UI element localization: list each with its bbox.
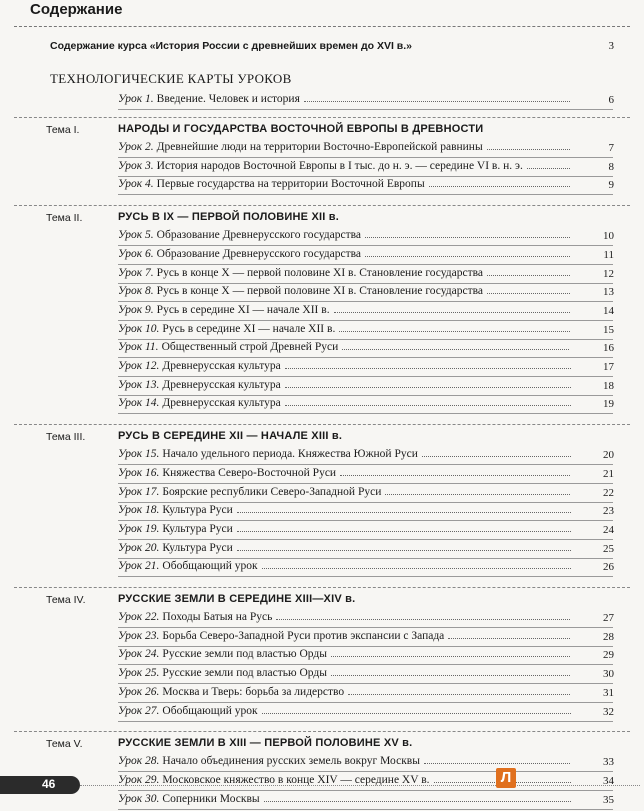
lesson-title: Культура Руси (162, 541, 233, 554)
dot-leader (331, 648, 570, 657)
topic-label: Тема II. (46, 212, 83, 225)
lesson-page: 6 (608, 94, 614, 106)
dot-leader (429, 178, 570, 187)
dot-leader (276, 611, 570, 620)
lesson-label: Урок 23. (118, 629, 160, 642)
row-rule (118, 539, 613, 540)
lesson-page: 28 (603, 630, 614, 643)
lesson-label: Урок 28. (118, 755, 160, 768)
dot-leader (424, 755, 570, 764)
dot-leader (365, 248, 570, 257)
row-rule (118, 109, 613, 110)
lesson-label: Урок 10. (118, 322, 160, 335)
lesson-page: 9 (608, 179, 614, 192)
lesson-label: Урок 15. (118, 448, 160, 461)
lesson-page: 33 (603, 756, 614, 769)
dot-leader (448, 630, 570, 639)
lesson-label: Урок 25. (118, 667, 160, 680)
lesson-title: Боярские республики Северо-Западной Руси (162, 485, 382, 498)
course-contents-text: Содержание курса «История России с древнейших времен до XVI в.» (50, 40, 412, 52)
lesson-label: Урок 18. (118, 504, 160, 517)
lesson-title: Первые государства на территории Восточной Европы (156, 178, 425, 191)
row-rule (118, 395, 613, 396)
lesson-page: 12 (603, 267, 614, 280)
row-rule (118, 721, 613, 722)
lesson-page: 22 (603, 486, 614, 499)
lesson-title: Русские земли под властью Орды (162, 648, 327, 661)
lesson-label: Урок 29. (118, 773, 160, 786)
dot-leader (237, 523, 571, 532)
lesson-title: Походы Батыя на Русь (162, 611, 273, 623)
dot-leader (487, 285, 570, 294)
row-rule (118, 283, 613, 284)
topic-divider (14, 424, 630, 425)
lesson-label: Урок 7. (118, 266, 154, 279)
topic-divider (14, 117, 630, 118)
lesson-label: Урок 8. (118, 285, 154, 298)
lesson-title: Обобщающий урок (162, 704, 258, 717)
row-rule (118, 627, 613, 628)
dot-leader (264, 793, 571, 802)
lesson-label: Урок 11. (118, 341, 159, 354)
dot-leader (348, 686, 570, 695)
lesson-label: Урок 12. (118, 360, 160, 372)
dot-leader (285, 379, 571, 388)
topic-divider (14, 205, 630, 206)
dot-leader (365, 229, 570, 238)
lesson-page: 21 (603, 467, 614, 480)
lesson-label: Урок 14. (118, 397, 160, 410)
lesson-page: 25 (603, 542, 614, 555)
lesson-title: Древнерусская культура (162, 360, 281, 372)
topic-divider (14, 587, 630, 588)
lesson-title: Древнерусская культура (162, 378, 281, 391)
lesson-page: 26 (603, 561, 614, 574)
topic-label: Тема IV. (46, 594, 86, 606)
lesson-label: Урок 4. (118, 178, 154, 191)
course-contents-page: 3 (608, 40, 614, 52)
lesson-page: 31 (603, 686, 614, 699)
lesson-page: 24 (603, 523, 614, 536)
dot-leader (262, 560, 571, 569)
lesson-title: Русь в середине XI — начале XII в. (156, 303, 330, 316)
lesson-page: 20 (603, 449, 614, 462)
topic-label: Тема I. (46, 124, 80, 136)
lesson-title: Московское княжество в конце XIV — середине XV в. (162, 773, 430, 786)
row-rule (118, 771, 613, 772)
row-rule (118, 376, 613, 377)
lesson-title: Русь в середине XI — начале XII в. (162, 322, 336, 335)
lesson-title: Русские земли под властью Орды (162, 667, 327, 680)
topic-title: НАРОДЫ И ГОСУДАРСТВА ВОСТОЧНОЙ ЕВРОПЫ В ДРЕВНОСТИ (118, 123, 484, 135)
lesson-label: Урок 13. (118, 378, 160, 391)
lesson-title: Соперники Москвы (162, 792, 260, 805)
row-rule (118, 558, 613, 559)
row-rule (118, 320, 613, 321)
lesson-title: Введение. Человек и история (156, 93, 300, 105)
dot-leader (331, 667, 570, 676)
lesson-page: 17 (603, 361, 614, 373)
lesson-title: Образование Древнерусского государства (156, 229, 361, 242)
lesson-page: 11 (603, 248, 614, 261)
row-rule (118, 664, 613, 665)
page-number-badge (0, 776, 80, 794)
techcards-heading: ТЕХНОЛОГИЧЕСКИЕ КАРТЫ УРОКОВ (50, 71, 292, 86)
row-rule (118, 809, 613, 810)
dot-leader (487, 141, 570, 150)
course-contents-line[interactable] (50, 40, 610, 52)
dot-leader (304, 93, 570, 102)
dot-leader (385, 486, 570, 495)
labirint-logo-icon: Л (496, 768, 516, 788)
topic-title: РУСЬ В IX — ПЕРВОЙ ПОЛОВИНЕ XII в. (118, 211, 339, 224)
row-rule (118, 157, 613, 158)
lesson-label: Урок 2. (118, 141, 154, 153)
row-rule (118, 245, 613, 246)
lesson-label: Урок 16. (118, 466, 160, 479)
lesson-title: Москва и Тверь: борьба за лидерство (162, 685, 345, 698)
row-rule (118, 502, 613, 503)
lesson-label: Урок 30. (118, 792, 160, 805)
lesson-title: Культура Руси (162, 522, 233, 535)
lesson-page: 15 (603, 323, 614, 336)
lesson-page: 10 (603, 230, 614, 243)
lesson-title: Княжества Северо-Восточной Руси (162, 466, 337, 479)
lesson-page: 14 (603, 304, 614, 317)
lesson-label: Урок 5. (118, 229, 154, 242)
lesson-page: 18 (603, 379, 614, 392)
row-rule (118, 413, 613, 414)
dot-leader (527, 160, 570, 169)
row-rule (118, 483, 613, 484)
lesson-title: Образование Древнерусского государства (156, 247, 361, 260)
lesson-page: 27 (603, 612, 614, 624)
row-rule (118, 646, 613, 647)
dot-leader (237, 504, 571, 513)
dot-leader (339, 323, 570, 332)
lesson-title: Борьба Северо-Западной Руси против экспансии с Запада (162, 629, 445, 642)
row-rule (118, 702, 613, 703)
lesson-title: Русь в конце X — первой половине XI в. Становление государства (156, 266, 483, 279)
page-header (14, 0, 630, 27)
row-rule (118, 790, 613, 791)
lesson-title: Обобщающий урок (162, 560, 258, 573)
lesson-label: Урок 22. (118, 611, 160, 623)
dot-leader (334, 304, 570, 313)
lesson-page: 13 (603, 286, 614, 299)
lesson-title: Общественный строй Древней Руси (161, 341, 339, 354)
lesson-page: 29 (603, 649, 614, 662)
row-rule (118, 464, 613, 465)
row-rule (118, 301, 613, 302)
row-rule (118, 683, 613, 684)
lesson-label: Урок 24. (118, 648, 160, 661)
footer-divider (80, 785, 640, 786)
topic-title: РУССКИЕ ЗЕМЛИ В XIII — ПЕРВОЙ ПОЛОВИНЕ XV в. (118, 737, 413, 750)
row-rule (118, 176, 613, 177)
lesson-title: Древнейшие люди на территории Восточно-Европейской равнины (156, 141, 483, 153)
lesson-page: 30 (603, 668, 614, 681)
dot-leader (340, 467, 570, 476)
page-number: 46 (42, 777, 56, 791)
row-rule (118, 520, 613, 521)
dot-leader (285, 397, 571, 406)
row-rule (118, 264, 613, 265)
lesson-label: Урок 9. (118, 303, 154, 316)
dot-leader (262, 705, 571, 714)
lesson-title: Древнерусская культура (162, 397, 281, 410)
dot-leader (237, 542, 571, 551)
dot-leader (487, 267, 570, 276)
dot-leader (342, 341, 569, 350)
row-rule (118, 194, 613, 195)
lesson-page: 32 (603, 705, 614, 718)
lesson-label: Урок 27. (118, 704, 160, 717)
lesson-page: 19 (603, 398, 614, 411)
lesson-title: Культура Руси (162, 504, 233, 517)
lesson-label: Урок 17. (118, 485, 160, 498)
lesson-label: Урок 21. (118, 560, 160, 573)
lesson-page: 8 (608, 160, 614, 173)
lesson-title: Начало объединения русских земель вокруг Москвы (162, 755, 420, 768)
lesson-title: Русь в конце X — первой половине XI в. Становление государства (156, 285, 483, 298)
lesson-label: Урок 20. (118, 541, 160, 554)
page-title: Содержание (30, 1, 123, 18)
lesson-label: Урок 26. (118, 685, 160, 698)
topic-title: РУССКИЕ ЗЕМЛИ В СЕРЕДИНЕ XIII—XIV в. (118, 593, 356, 605)
topic-label: Тема V. (46, 738, 83, 751)
lesson-page: 16 (603, 342, 614, 355)
dot-leader (422, 448, 571, 457)
lesson-label: Урок 1. (118, 93, 154, 105)
lesson-title: Начало удельного периода. Княжества Южной Руси (162, 448, 418, 461)
lesson-page: 23 (603, 505, 614, 518)
row-rule (118, 357, 613, 358)
lesson-label: Урок 19. (118, 522, 160, 535)
topic-label: Тема III. (46, 431, 86, 444)
lesson-page: 34 (603, 774, 614, 787)
dot-leader (285, 360, 571, 369)
row-rule (118, 339, 613, 340)
topic-title: РУСЬ В СЕРЕДИНЕ XII — НАЧАЛЕ XIII в. (118, 430, 343, 443)
lesson-title: История народов Восточной Европы в I тыс. до н. э. — середине VI в. н. э. (156, 159, 523, 172)
topic-divider (14, 731, 630, 732)
row-rule (118, 576, 613, 577)
lesson-page: 35 (603, 793, 614, 806)
lesson-page: 7 (608, 142, 614, 154)
lesson-label: Урок 6. (118, 247, 154, 260)
lesson-label: Урок 3. (118, 159, 154, 172)
